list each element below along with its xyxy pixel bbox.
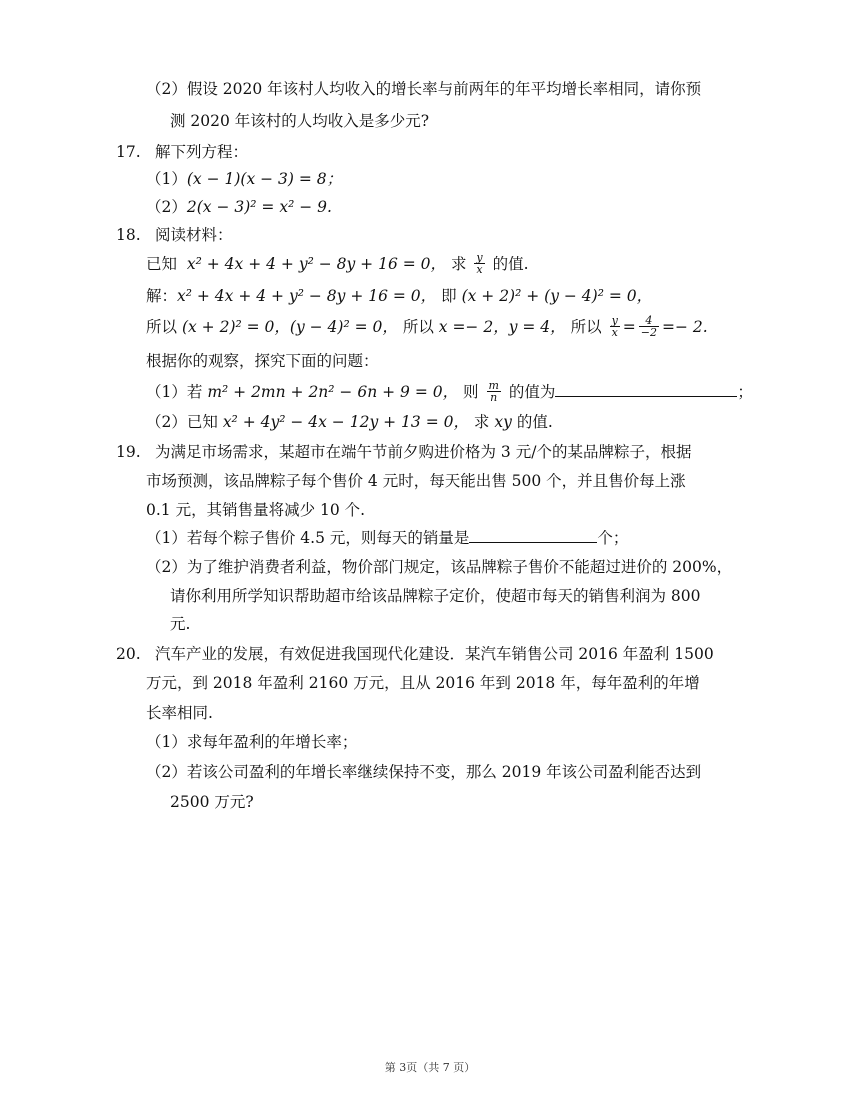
q18-part1-fraction xyxy=(487,380,501,403)
q18-part1-label: （1）若 xyxy=(146,383,203,401)
q18-part1 xyxy=(146,378,753,405)
q18-part1-frac-den: n xyxy=(490,390,498,404)
q16-part2-line2: 测 2020 年该村的人均收入是多少元? xyxy=(170,112,430,130)
q19-line3: 0.1 元，其销售量将减少 10 个. xyxy=(146,501,366,519)
q18-part1-end: ； xyxy=(737,383,753,401)
q17-part2 xyxy=(146,196,332,218)
q19-line1: 为满足市场需求，某超市在端午节前夕购进价格为 3 元/个的某品牌粽子，根据 xyxy=(155,443,692,461)
q18-title: 阅读材料： xyxy=(155,226,233,244)
q18-so1: 所以 xyxy=(146,318,178,336)
q18-solution-prefix: 解： xyxy=(146,287,178,305)
q18-part1-equation: m² + 2mn + 2n² − 6n + 9 = 0， xyxy=(207,383,459,401)
q18-so-result: =− 2. xyxy=(662,318,708,336)
q19-part1 xyxy=(146,527,628,549)
q17-number: 17. xyxy=(116,143,141,161)
q18-solution xyxy=(146,285,652,307)
q17-part1-equation: (x − 1)(x − 3) = 8； xyxy=(186,170,343,188)
page-footer: 第 3页（共 7 页） xyxy=(384,1061,476,1074)
q18-so3: 所以 xyxy=(570,318,602,336)
q18-solution-eq2: (x + 2)² + (y − 4)² = 0， xyxy=(461,287,653,305)
q18-observe: 根据你的观察，探究下面的问题： xyxy=(146,352,379,370)
q18-part2-xy: xy xyxy=(494,413,512,431)
q17-title: 解下列方程： xyxy=(155,143,249,161)
q19-part2-line2: 请你利用所学知识帮助超市给该品牌粽子定价，使超市每天的销售利润为 800 xyxy=(170,587,701,605)
q20-number: 20. xyxy=(116,645,141,663)
q18-part2-suffix: 的值. xyxy=(516,413,553,431)
q18-part2-equation: x² + 4y² − 4x − 12y + 13 = 0， xyxy=(222,413,469,431)
q18-given-prefix: 已知 xyxy=(146,255,178,273)
q18-number: 18. xyxy=(116,226,141,244)
q19-part2-line3: 元. xyxy=(170,615,191,633)
q17-part1-label: （1） xyxy=(146,170,187,188)
q18-so2: 所以 xyxy=(402,318,434,336)
q18-given-suffix: 的值. xyxy=(492,255,529,273)
q18-solution-mid: 即 xyxy=(441,287,457,305)
q19-part2-line1: （2）为了维护消费者利益，物价部门规定，该品牌粽子售价不能超过进价的 200%， xyxy=(146,558,733,576)
q18-part2-label: （2）已知 xyxy=(146,413,218,431)
q18-part2 xyxy=(146,411,553,433)
q18-part1-suffix: 的值为 xyxy=(508,383,556,401)
q18-so-frac2-den: −2 xyxy=(640,325,658,339)
q19-part1-text: （1）若每个粽子售价 4.5 元，则每天的销量是 xyxy=(146,529,470,547)
q20-line2: 万元，到 2018 年盈利 2160 万元，且从 2016 年到 2018 年，每年盈利的年增 xyxy=(146,674,700,692)
q20-line3: 长率相同. xyxy=(146,704,213,722)
q18-so-frac1-den: x xyxy=(611,325,618,339)
q19-part1-end: 个； xyxy=(597,529,629,547)
q18-part1-answer-blank[interactable] xyxy=(555,382,737,397)
q18-so-fraction2 xyxy=(639,315,659,338)
q18-so-eq2: x =− 2，y = 4， xyxy=(438,318,566,336)
q18-solution-eq1: x² + 4x + 4 + y² − 8y + 16 = 0， xyxy=(177,287,437,305)
q18-given-ask: 求 xyxy=(450,255,467,273)
q18-so-frac1-num: y xyxy=(611,313,618,327)
q18-given-frac-den: x xyxy=(476,262,483,276)
q18-given xyxy=(146,250,529,277)
q18-so-eq1: (x + 2)² = 0，(y − 4)² = 0， xyxy=(181,318,398,336)
q19-part1-answer-blank[interactable] xyxy=(469,528,597,543)
q20-part2-line2: 2500 万元? xyxy=(170,793,254,811)
q19-number: 19. xyxy=(116,443,141,461)
q18-so-eq-sign: = xyxy=(622,318,636,336)
q17-part2-label: （2） xyxy=(146,198,187,216)
q18-so-line xyxy=(146,313,708,340)
q18-given-equation: x² + 4x + 4 + y² − 8y + 16 = 0， xyxy=(186,255,447,273)
q20-part2-line1: （2）若该公司盈利的年增长率继续保持不变，那么 2019 年该公司盈利能否达到 xyxy=(146,763,702,781)
q18-so-fraction1 xyxy=(610,315,620,338)
q18-given-frac-num: y xyxy=(476,250,483,264)
q18-so-frac2-num: 4 xyxy=(639,315,659,327)
q20-part1: （1）求每年盈利的年增长率； xyxy=(146,733,358,751)
q17-part1 xyxy=(146,168,342,190)
q16-part2-line1: （2）假设 2020 年该村人均收入的增长率与前两年的年平均增长率相同，请你预 xyxy=(146,80,702,98)
q20-line1: 汽车产业的发展，有效促进我国现代化建设．某汽车销售公司 2016 年盈利 1500 xyxy=(155,645,714,663)
q18-part1-then: 则 xyxy=(463,383,479,401)
q17-part2-equation: 2(x − 3)² = x² − 9. xyxy=(186,198,332,216)
q19-line2: 市场预测，该品牌粽子每个售价 4 元时，每天能出售 500 个，并且售价每上涨 xyxy=(146,472,686,490)
q18-given-fraction xyxy=(474,252,484,275)
q18-part2-ask: 求 xyxy=(473,413,490,431)
q18-part1-frac-num: m xyxy=(488,378,499,392)
